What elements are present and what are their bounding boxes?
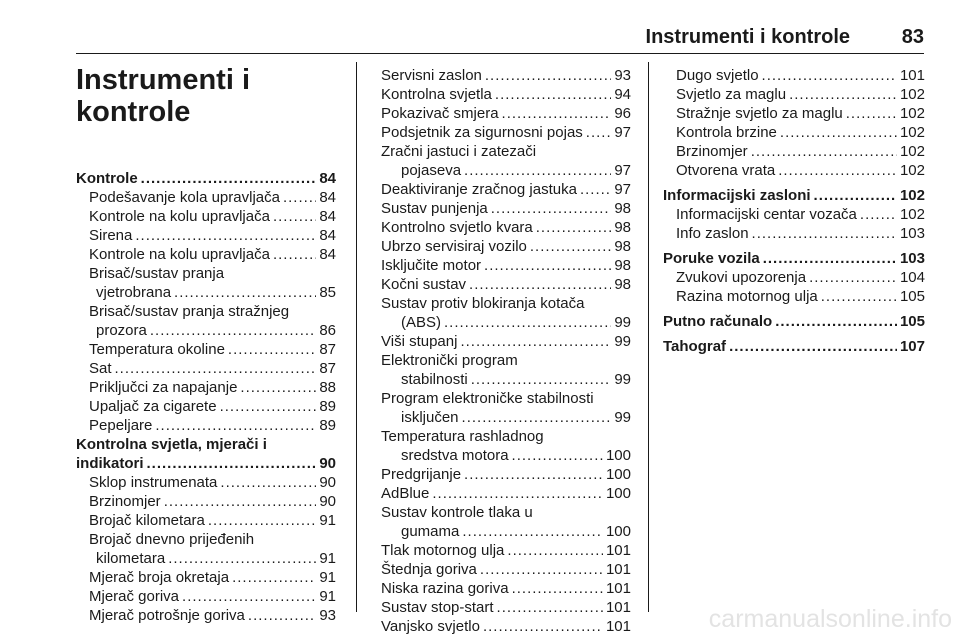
watermark: carmanualsonline.info	[708, 605, 952, 633]
toc-label: Podešavanje kola upravljača	[89, 189, 280, 206]
toc-column-1	[76, 64, 336, 625]
toc-label: Otvorena vrata	[676, 162, 776, 179]
toc-entry-line1[interactable]: Zračni jastuci i zatezači	[381, 143, 537, 160]
toc-entry[interactable]	[663, 66, 925, 85]
toc-label: Informacijski zasloni	[663, 187, 811, 204]
running-title: Instrumenti i kontrole	[645, 26, 850, 48]
toc-entry[interactable]	[76, 378, 336, 397]
toc-label: Vanjsko svjetlo	[381, 618, 480, 635]
toc-leader	[860, 205, 897, 224]
toc-page: 102	[899, 187, 925, 204]
toc-label: Isključite motor	[381, 257, 482, 274]
toc-label: Priključci za napajanje	[89, 379, 238, 396]
toc-page: 100	[605, 447, 631, 464]
toc-label: Brojač kilometara	[89, 512, 205, 529]
toc-label: pojaseva	[401, 162, 462, 179]
toc-leader	[751, 142, 897, 161]
toc-entry[interactable]	[381, 199, 631, 218]
toc-entry[interactable]	[381, 313, 631, 332]
toc-entry[interactable]	[663, 142, 925, 161]
toc-leader	[168, 549, 316, 568]
column-divider-1	[356, 62, 357, 612]
toc-leader	[273, 207, 316, 226]
toc-leader	[763, 249, 897, 268]
toc-page: 89	[319, 398, 336, 415]
toc-leader	[780, 123, 897, 142]
toc-label: vjetrobrana	[96, 284, 172, 301]
toc-label: Sklop instrumenata	[89, 474, 218, 491]
toc-page: 99	[614, 333, 631, 350]
toc-page: 84	[319, 227, 336, 244]
toc-entry-line1[interactable]: Program elektroničke stabilnosti	[381, 390, 594, 407]
toc-label: Kontrole na kolu upravljača	[89, 246, 270, 263]
toc-section-poruke[interactable]	[663, 249, 925, 268]
toc-leader	[220, 397, 317, 416]
toc-entry-line1[interactable]: Temperatura rashladnog	[381, 428, 544, 445]
toc-label: Poruke vozila	[663, 250, 760, 267]
toc-entry[interactable]	[381, 465, 631, 484]
toc-page: 102	[899, 162, 925, 179]
toc-leader	[141, 169, 317, 188]
toc-page: 91	[319, 512, 336, 529]
column-divider-2	[648, 62, 649, 612]
toc-leader	[462, 522, 603, 541]
toc-leader	[115, 359, 317, 378]
toc-leader	[174, 283, 316, 302]
toc-page: 105	[899, 288, 925, 305]
toc-entry[interactable]	[381, 484, 631, 503]
toc-label: (ABS)	[401, 314, 442, 331]
toc-entry[interactable]	[381, 66, 631, 85]
toc-leader	[232, 568, 316, 587]
toc-label: Upaljač za cigarete	[89, 398, 217, 415]
toc-entry[interactable]	[381, 123, 631, 142]
toc-page: 91	[319, 550, 336, 567]
toc-leader	[512, 446, 603, 465]
toc-leader	[729, 337, 897, 356]
toc-entry[interactable]	[76, 340, 336, 359]
toc-entry[interactable]	[381, 85, 631, 104]
toc-entry[interactable]	[663, 161, 925, 180]
toc-leader	[240, 378, 316, 397]
toc-entry[interactable]	[381, 522, 631, 541]
toc-label: Niska razina goriva	[381, 580, 509, 597]
toc-label: Podsjetnik za sigurnosni pojas	[381, 124, 583, 141]
toc-page: 93	[319, 607, 336, 624]
toc-label: Ubrzo servisiraj vozilo	[381, 238, 527, 255]
toc-page: 84	[319, 189, 336, 206]
toc-entry[interactable]	[381, 598, 631, 617]
toc-entry[interactable]	[76, 511, 336, 530]
toc-entry[interactable]	[663, 104, 925, 123]
toc-leader	[471, 370, 612, 389]
toc-entry-line1[interactable]: Sustav protiv blokiranja kotača	[381, 295, 585, 312]
toc-section-svjetla[interactable]	[76, 454, 336, 473]
toc-label: Stražnje svjetlo za maglu	[676, 105, 843, 122]
header-rule	[76, 53, 924, 54]
toc-leader	[536, 218, 612, 237]
toc-label: sredstva motora	[401, 447, 509, 464]
toc-entry[interactable]	[76, 321, 336, 340]
toc-label: Mjerač goriva	[89, 588, 180, 605]
toc-entry[interactable]	[76, 492, 336, 511]
toc-entry[interactable]	[76, 283, 336, 302]
toc-label: indikatori	[76, 455, 144, 472]
toc-leader	[502, 104, 612, 123]
toc-leader	[164, 492, 317, 511]
toc-label: kilometara	[96, 550, 166, 567]
toc-entry[interactable]	[663, 205, 925, 224]
toc-label: isključen	[401, 409, 459, 426]
toc-leader	[814, 186, 897, 205]
toc-entry-line1[interactable]: Brojač dnevno prijeđenih	[89, 531, 255, 548]
toc-page: 103	[899, 225, 925, 242]
toc-leader	[497, 598, 603, 617]
toc-page: 101	[605, 580, 631, 597]
chapter-title	[76, 64, 316, 128]
toc-page: 102	[899, 124, 925, 141]
toc-label: Tahograf	[663, 338, 727, 355]
toc-label: Zvukovi upozorenja	[676, 269, 807, 286]
chapter-title-line2: kontrole	[76, 96, 191, 128]
toc-label: Putno računalo	[663, 313, 773, 330]
toc-label: Pokazivač smjera	[381, 105, 499, 122]
toc-page: 97	[614, 124, 631, 141]
toc-entry[interactable]	[76, 587, 336, 606]
toc-label: Kontrole	[76, 170, 138, 187]
toc-leader	[273, 245, 316, 264]
toc-page: 90	[319, 474, 336, 491]
toc-page: 93	[614, 67, 631, 84]
page-number: 83	[901, 26, 924, 48]
toc-label: Kontrole na kolu upravljača	[89, 208, 270, 225]
toc-entry[interactable]	[381, 237, 631, 256]
toc-page: 98	[614, 238, 631, 255]
toc-label: Pepeljare	[89, 417, 153, 434]
toc-column-2	[381, 66, 631, 636]
toc-page: 104	[899, 269, 925, 286]
toc-page: 91	[319, 569, 336, 586]
toc-page: 99	[614, 409, 631, 426]
toc-section-informacijski[interactable]	[663, 186, 925, 205]
toc-leader	[495, 85, 611, 104]
toc-label: Viši stupanj	[381, 333, 458, 350]
toc-page: 103	[899, 250, 925, 267]
toc-entry[interactable]	[381, 104, 631, 123]
toc-page: 88	[319, 379, 336, 396]
toc-entry[interactable]	[663, 85, 925, 104]
toc-page: 98	[614, 200, 631, 217]
toc-leader	[530, 237, 611, 256]
toc-leader	[483, 617, 603, 636]
toc-page: 102	[899, 206, 925, 223]
toc-page: 101	[605, 599, 631, 616]
toc-leader	[762, 66, 897, 85]
toc-label: Svjetlo za maglu	[676, 86, 787, 103]
toc-entry[interactable]	[76, 606, 336, 625]
toc-leader	[464, 161, 611, 180]
toc-leader	[462, 408, 612, 427]
toc-leader	[464, 465, 603, 484]
toc-label: Mjerač broja okretaja	[89, 569, 230, 586]
toc-leader	[432, 484, 603, 503]
toc-label: AdBlue	[381, 485, 430, 502]
toc-entry[interactable]	[663, 123, 925, 142]
toc-leader	[147, 454, 317, 473]
toc-page: 94	[614, 86, 631, 103]
toc-entry[interactable]	[381, 579, 631, 598]
toc-leader	[182, 587, 316, 606]
toc-page: 84	[319, 170, 336, 187]
toc-label: Servisni zaslon	[381, 67, 482, 84]
toc-page: 101	[605, 542, 631, 559]
toc-page: 98	[614, 276, 631, 293]
toc-leader	[484, 256, 611, 275]
toc-leader	[752, 224, 897, 243]
toc-page: 102	[899, 143, 925, 160]
toc-entry-line1[interactable]: Brisač/sustav pranja	[89, 265, 225, 282]
toc-entry[interactable]	[381, 256, 631, 275]
toc-page: 87	[319, 341, 336, 358]
toc-leader	[821, 287, 897, 306]
toc-entry[interactable]	[381, 180, 631, 199]
toc-label: Sustav stop-start	[381, 599, 494, 616]
toc-entry[interactable]	[76, 359, 336, 378]
toc-page: 86	[319, 322, 336, 339]
toc-page: 90	[319, 493, 336, 510]
toc-entry[interactable]	[381, 370, 631, 389]
toc-leader	[135, 226, 316, 245]
toc-label: Info zaslon	[676, 225, 749, 242]
toc-entry[interactable]	[76, 549, 336, 568]
toc-label: Kočni sustav	[381, 276, 467, 293]
toc-label: Razina motornog ulja	[676, 288, 818, 305]
toc-leader	[778, 161, 897, 180]
toc-leader	[444, 313, 611, 332]
toc-leader	[512, 579, 603, 598]
toc-leader	[846, 104, 897, 123]
toc-page: 99	[614, 314, 631, 331]
toc-page: 90	[319, 455, 336, 472]
toc-section-putno[interactable]	[663, 312, 925, 331]
toc-leader	[480, 560, 603, 579]
toc-section-line1[interactable]: Kontrolna svjetla, mjerači i	[76, 436, 267, 453]
toc-page: 84	[319, 246, 336, 263]
page-header	[76, 0, 924, 56]
toc-page: 98	[614, 219, 631, 236]
toc-leader	[150, 321, 316, 340]
toc-label: Informacijski centar vozača	[676, 206, 857, 223]
toc-entry[interactable]	[381, 541, 631, 560]
toc-entry-line1[interactable]: Brisač/sustav pranja stražnjeg	[89, 303, 290, 320]
toc-page: 87	[319, 360, 336, 377]
toc-page: 85	[319, 284, 336, 301]
toc-label: Brzinomjer	[89, 493, 161, 510]
toc-section-tahograf[interactable]	[663, 337, 925, 356]
toc-entry[interactable]	[381, 617, 631, 636]
toc-leader	[228, 340, 316, 359]
toc-entry[interactable]	[76, 416, 336, 435]
toc-leader	[507, 541, 603, 560]
toc-label: Tlak motornog ulja	[381, 542, 505, 559]
toc-column-3	[663, 66, 925, 356]
toc-label: Sustav punjenja	[381, 200, 488, 217]
toc-leader	[809, 268, 897, 287]
toc-label: Brzinomjer	[676, 143, 748, 160]
toc-entry[interactable]	[381, 408, 631, 427]
toc-entry-line1[interactable]: Elektronički program	[381, 352, 518, 369]
toc-label: Kontrolna svjetla	[381, 86, 492, 103]
toc-entry[interactable]	[381, 218, 631, 237]
toc-label: stabilnosti	[401, 371, 468, 388]
toc-page: 102	[899, 105, 925, 122]
toc-page: 96	[614, 105, 631, 122]
toc-leader	[248, 606, 316, 625]
toc-page: 101	[605, 618, 631, 635]
toc-page: 100	[605, 466, 631, 483]
toc-leader	[283, 188, 316, 207]
toc-entry[interactable]	[381, 161, 631, 180]
toc-page: 101	[605, 561, 631, 578]
toc-page: 101	[899, 67, 925, 84]
toc-entry[interactable]	[663, 224, 925, 243]
toc-entry[interactable]	[76, 245, 336, 264]
toc-leader	[789, 85, 897, 104]
toc-page: 97	[614, 162, 631, 179]
toc-entry-line1[interactable]: Sustav kontrole tlaka u	[381, 504, 533, 521]
toc-leader	[485, 66, 611, 85]
toc-page: 99	[614, 371, 631, 388]
toc-leader	[775, 312, 897, 331]
toc-leader	[491, 199, 612, 218]
toc-leader	[220, 473, 316, 492]
toc-entry[interactable]	[381, 275, 631, 294]
toc-label: gumama	[401, 523, 460, 540]
toc-leader	[460, 332, 611, 351]
toc-page: 89	[319, 417, 336, 434]
toc-label: Mjerač potrošnje goriva	[89, 607, 245, 624]
toc-page: 98	[614, 257, 631, 274]
toc-entry[interactable]	[76, 207, 336, 226]
toc-page: 102	[899, 86, 925, 103]
toc-entry[interactable]	[381, 332, 631, 351]
toc-label: Deaktiviranje zračnog jastuka	[381, 181, 577, 198]
toc-entry[interactable]	[76, 397, 336, 416]
toc-label: Kontrolno svjetlo kvara	[381, 219, 533, 236]
toc-page: 97	[614, 181, 631, 198]
toc-page: 91	[319, 588, 336, 605]
toc-leader	[586, 123, 612, 142]
toc-label: Sat	[89, 360, 112, 377]
toc-label: Temperatura okoline	[89, 341, 225, 358]
toc-entry[interactable]	[76, 473, 336, 492]
toc-label: Dugo svjetlo	[676, 67, 759, 84]
toc-page: 100	[605, 485, 631, 502]
toc-entry[interactable]	[381, 560, 631, 579]
toc-label: Predgrijanje	[381, 466, 462, 483]
toc-leader	[155, 416, 316, 435]
toc-entry[interactable]	[76, 226, 336, 245]
toc-leader	[208, 511, 316, 530]
toc-entry[interactable]	[381, 446, 631, 465]
toc-leader	[580, 180, 611, 199]
toc-leader	[469, 275, 611, 294]
toc-entry[interactable]	[76, 568, 336, 587]
toc-entry[interactable]	[663, 268, 925, 287]
toc-entry[interactable]	[663, 287, 925, 306]
toc-label: prozora	[96, 322, 147, 339]
toc-label: Štednja goriva	[381, 561, 477, 578]
toc-page: 105	[899, 313, 925, 330]
toc-label: Kontrola brzine	[676, 124, 777, 141]
toc-page: 100	[605, 523, 631, 540]
toc-label: Sirena	[89, 227, 133, 244]
toc-entry[interactable]	[76, 188, 336, 207]
chapter-title-line1: Instrumenti i	[76, 64, 251, 96]
toc-section-kontrole[interactable]	[76, 169, 336, 188]
toc-page: 84	[319, 208, 336, 225]
toc-page: 107	[899, 338, 925, 355]
